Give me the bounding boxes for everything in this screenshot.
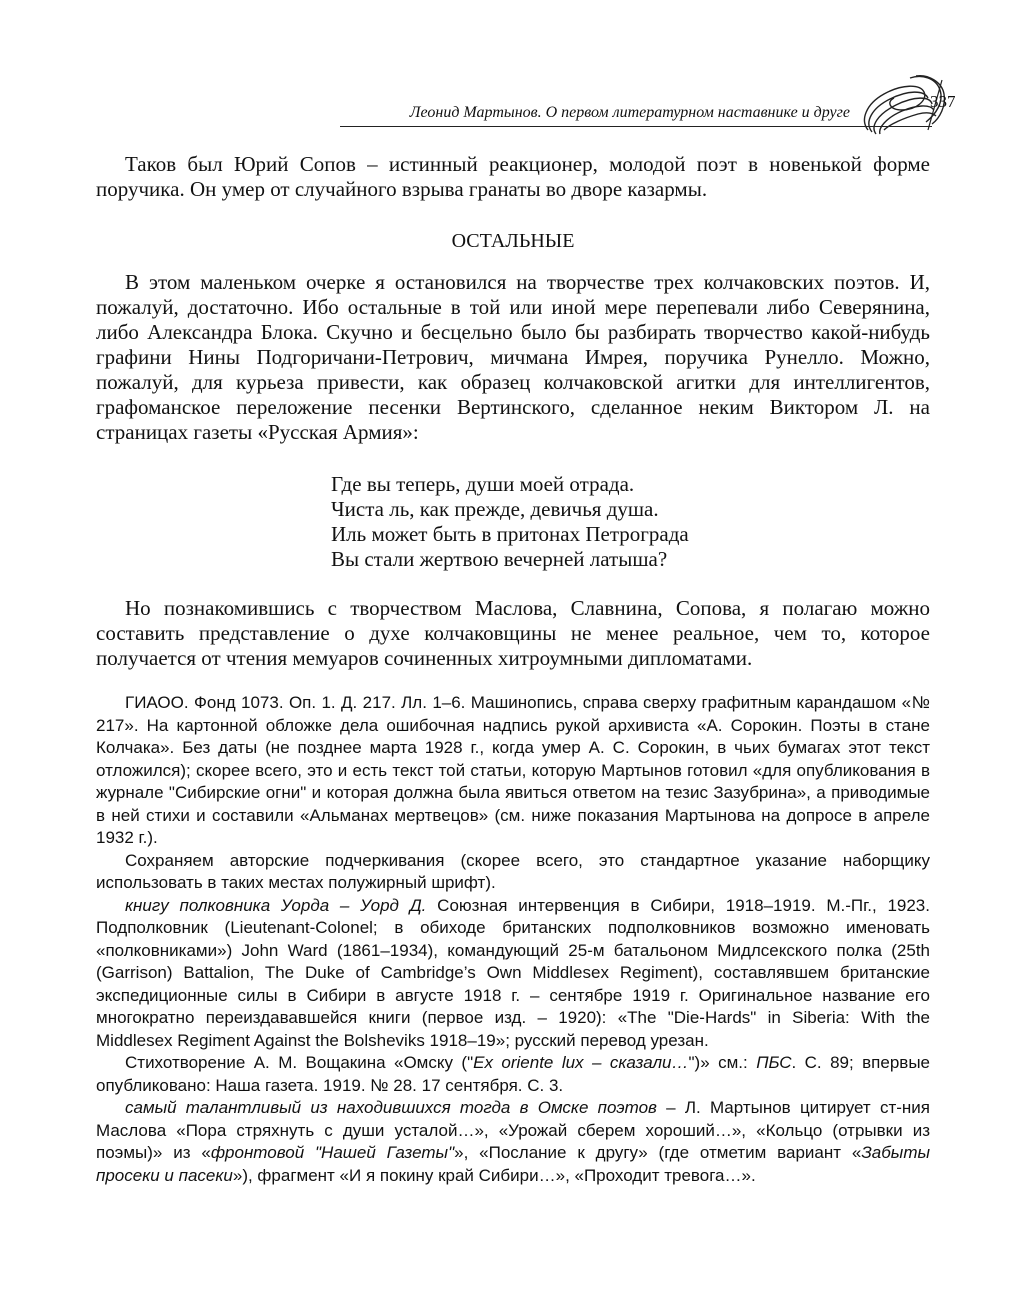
- notes-section: [96, 692, 930, 1187]
- paragraph-conclusion: [96, 596, 930, 671]
- header-rule: [340, 126, 932, 127]
- poem-line: Где вы теперь, души моей отрада.: [331, 472, 635, 496]
- poem-line: Иль может быть в притонах Петрограда: [331, 522, 689, 546]
- note-text: . С. 89; впервые опубликовано: Наша газета. 1919. № 28. 17 сентября. С. 3.: [96, 1053, 931, 1095]
- paragraph-text: В этом маленьком очерке я остановился на творчестве трех колчаковских поэтов. И, пожалуй, достаточно. Ибо остальные в той или иной мере перепевали либо Северянина, либо Александра Блока. Скучно и бесцельно было бы разбирать творчество какой-нибудь графини Нины Подгоричани-Петрович, мичмана Имрея, поручика Рунелло. Можно, пожалуй, для курьеза привести, как образец колчаковской агитки для интеллигентов, графоманское переложение песенки Вертинского, сделанное неким Виктором Л. на страницах газеты «Русская Армия»:: [96, 270, 930, 444]
- poem-line: Чиста ль, как прежде, девичья душа.: [331, 497, 659, 521]
- note-italic: Ex oriente lux – сказали…: [473, 1053, 689, 1072]
- note-text: », «Послание к другу» (где отметим вариант «: [454, 1143, 862, 1162]
- note-text: ")» см.:: [688, 1053, 757, 1072]
- note-archive: ГИАОО. Фонд 1073. Оп. 1. Д. 217. Лл. 1–6. Машинопись, справа сверху графитным карандашом «№ 217». На картонной обложке дела ошибочная надпись рукой архивиста «А. Сорокин. Поэты в стане Колчака». Без даты (не позднее марта 1928 г., когда умер А. С. Сорокин, в чьих бумагах этот текст отложился); скорее всего, это и есть текст той статьи, которую Мартынов готовил «для опубликования в журнале "Сибирские огни" и которая должна была явиться ответом на тезис Зазубрина», а приводимые в ней стихи и составили «Альманах мертвецов» (см. ниже показания Мартынова на допросе в апреле 1932 г.).: [96, 693, 930, 847]
- note-italic: самый талантливый из находившихся тогда в Омске поэтов: [125, 1098, 657, 1117]
- paragraph-others: [96, 270, 930, 445]
- note-maslov: [96, 1097, 930, 1187]
- poem-line: Вы стали жертвою вечерней латыша?: [331, 547, 668, 571]
- note-ward-book: [96, 895, 930, 1053]
- note-italic: фронтовой "Нашей Газеты": [210, 1143, 455, 1162]
- note-ward-lemma: книгу полковника Уорда – Уорд Д.: [125, 895, 427, 915]
- paragraph-sopov: [96, 152, 930, 202]
- paragraph-text: Таков был Юрий Сопов – истинный реакционер, молодой поэт в новенькой форме поручика. Он умер от случайного взрыва гранаты во дворе казармы.: [96, 152, 930, 201]
- note-underlining: Сохраняем авторские подчеркивания (скорее всего, это стандартное указание наборщику использовать в таких местах полужирный шрифт).: [96, 850, 930, 892]
- note-text: – Л. Мартынов цитирует ст-ния Маслова «Пора стряхнуть с души усталой…», «Урожай сберем хороший…», «Кольцо (отрывки из поэмы)» из «: [96, 1098, 930, 1162]
- note-text: Стихотворение А. М. Вощакина «Омску (": [125, 1053, 474, 1072]
- running-head: Леонид Мартынов. О первом литературном наставнике и друге: [409, 104, 850, 121]
- paragraph-text: Но познакомившись с творчеством Маслова, Славнина, Сопова, я полагаю можно составить представление о духе колчаковщины не менее реальное, чем то, которое получается от чтения мемуаров сочиненных хитроумными дипломатами.: [96, 596, 930, 670]
- note-italic: Забыты просеки и пасеки: [96, 1143, 930, 1185]
- poem-quote: [331, 472, 689, 572]
- note-voshchakin: [96, 1052, 930, 1097]
- section-title: ОСТАЛЬНЫЕ: [451, 230, 575, 252]
- page-number: 337: [930, 92, 956, 111]
- note-italic: ПБС: [756, 1053, 792, 1072]
- note-ward-text: Союзная интервенция в Сибири, 1918–1919. М.-Пг., 1923. Подполковник (Lieutenant-Colonel; в обиходе британских подполковников возможно именовать «полковниками») John Ward (1861–1934), командующий 25-м батальоном Мидлсекского полка (25th (Garrison) Battalion, The Duke of Cambridge’s Own Middlesex Regiment), составлявшем британские экспедиционные силы в Сибири в августе 1918 г. – сентябре 1919 г. Оригинальное название его многократно переиздававшейся книги (первое изд. – 1920): «The "Die-Hards" in Siberia: With the Middlesex Regiment Against the Bolsheviks 1918–19»; русский перевод урезан.: [96, 895, 930, 1050]
- note-text: »), фрагмент «И я покину край Сибири…», «Проходит тревога…».: [232, 1165, 756, 1185]
